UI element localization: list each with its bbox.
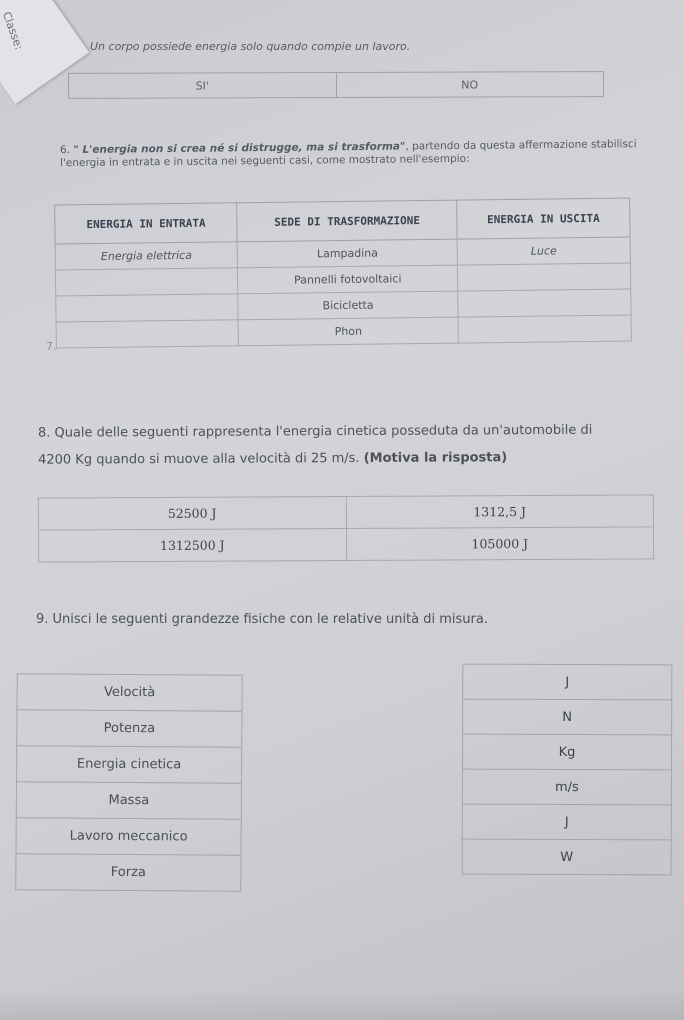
energy-in-cell: Energia elettrica <box>55 242 238 270</box>
unit-item[interactable]: J <box>463 664 672 700</box>
question-5-text: Un corpo possiede energia solo quando compie un lavoro. <box>90 40 411 53</box>
header-energy-in: ENERGIA IN ENTRATA <box>55 203 238 244</box>
question-8-text-line2: 4200 Kg quando si muove alla velocità di 25 m/s. <box>38 450 360 468</box>
energy-in-cell[interactable] <box>56 320 239 348</box>
energy-out-cell: Luce <box>457 237 630 265</box>
unit-item[interactable]: m/s <box>462 769 671 805</box>
energy-transformation-table <box>54 197 632 348</box>
quantity-item[interactable]: Energia cinetica <box>17 746 242 784</box>
answer-option[interactable]: 1312500 J <box>39 529 347 563</box>
question-8-number: 8. <box>37 425 51 441</box>
question-9-number: 9. <box>36 612 49 627</box>
quantities-list <box>15 673 243 892</box>
question-8-options <box>38 494 654 562</box>
option-si[interactable]: SI' <box>68 73 336 99</box>
question-9-text: Unisci le seguenti grandezze fisiche con le relative unità di misura. <box>52 612 488 627</box>
answer-option[interactable]: 52500 J <box>38 497 346 531</box>
question-8 <box>38 416 678 473</box>
answer-option[interactable]: 105000 J <box>346 527 654 561</box>
site-cell: Phon <box>238 317 458 346</box>
unit-item[interactable]: W <box>462 839 671 875</box>
quantity-item[interactable]: Velocità <box>17 674 242 712</box>
energy-out-cell[interactable] <box>458 289 631 317</box>
answer-option[interactable]: 1312,5 J <box>346 495 654 529</box>
question-9 <box>36 612 488 627</box>
quantity-item[interactable]: Potenza <box>17 710 242 748</box>
question-6-instructions: , partendo da questa affermazione stabilisci l'energia in entrata e in uscita nei seguenti casi, come mostrato nell'esempio: <box>60 138 637 170</box>
question-7-number: 7. <box>46 340 57 353</box>
energy-in-cell[interactable] <box>56 294 239 322</box>
unit-item[interactable]: N <box>463 699 672 735</box>
class-label: Classe: <box>0 10 26 52</box>
paper-bottom-shadow <box>0 990 684 1020</box>
question-6 <box>60 138 660 170</box>
site-cell: Lampadina <box>237 239 457 268</box>
option-no[interactable]: NO <box>336 72 604 98</box>
energy-out-cell[interactable] <box>458 263 631 291</box>
energy-out-cell[interactable] <box>458 315 631 343</box>
unit-item[interactable]: J <box>462 804 671 840</box>
header-energy-out: ENERGIA IN USCITA <box>457 198 630 239</box>
site-cell: Pannelli fotovoltaici <box>238 265 458 294</box>
site-cell: Bicicletta <box>238 291 458 320</box>
quantity-item[interactable]: Forza <box>16 854 241 892</box>
question-5-options <box>68 71 604 99</box>
unit-item[interactable]: Kg <box>463 734 672 770</box>
units-list <box>462 664 673 876</box>
header-transformation-site: SEDE DI TRASFORMAZIONE <box>237 200 457 242</box>
question-8-bold-note: (Motiva la risposta) <box>363 450 508 466</box>
question-6-number: 6. <box>59 144 71 157</box>
quantity-item[interactable]: Lavoro meccanico <box>16 818 241 856</box>
quantity-item[interactable]: Massa <box>16 782 241 820</box>
question-8-text-line1: Quale delle seguenti rappresenta l'energia cinetica posseduta da un'automobile di <box>54 422 593 441</box>
energy-in-cell[interactable] <box>55 268 238 296</box>
question-6-quote: " L'energia non si crea né si distrugge, ma si trasforma" <box>73 140 406 157</box>
